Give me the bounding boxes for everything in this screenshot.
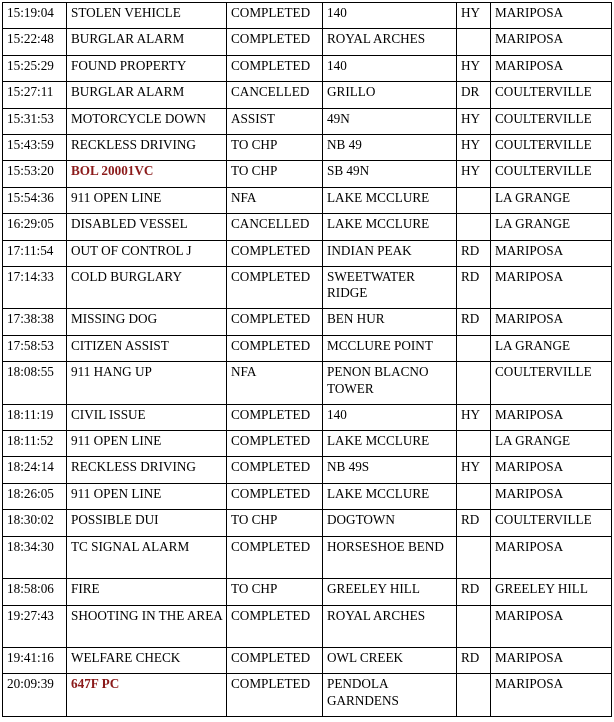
cell-location: LAKE MCCLURE <box>323 187 457 213</box>
cell-time: 18:08:55 <box>3 362 67 405</box>
cell-time: 15:31:53 <box>3 108 67 134</box>
cell-location: 140 <box>323 3 457 29</box>
cell-call-type: MISSING DOG <box>67 309 227 335</box>
table-row <box>3 240 612 266</box>
cell-time: 16:29:05 <box>3 214 67 240</box>
cell-area-code: RD <box>457 510 491 536</box>
cell-call-type: FOUND PROPERTY <box>67 55 227 81</box>
table-row <box>3 266 612 309</box>
cell-time: 15:25:29 <box>3 55 67 81</box>
cell-location: DOGTOWN <box>323 510 457 536</box>
cell-area-code: HY <box>457 457 491 483</box>
cell-time: 15:53:20 <box>3 161 67 187</box>
table-row <box>3 579 612 605</box>
cell-call-type: RECKLESS DRIVING <box>67 134 227 160</box>
cell-city: MARIPOSA <box>491 457 612 483</box>
cell-call-type: WELFARE CHECK <box>67 648 227 674</box>
cell-call-type: FIRE <box>67 579 227 605</box>
cell-disposition: NFA <box>227 362 323 405</box>
cell-city: COULTERVILLE <box>491 510 612 536</box>
table-row <box>3 134 612 160</box>
cell-disposition: COMPLETED <box>227 431 323 457</box>
cell-location: ROYAL ARCHES <box>323 605 457 648</box>
cell-location: LAKE MCCLURE <box>323 214 457 240</box>
table-row <box>3 457 612 483</box>
cell-call-type: 911 OPEN LINE <box>67 187 227 213</box>
table-row <box>3 404 612 430</box>
cell-city: MARIPOSA <box>491 648 612 674</box>
cell-location: 140 <box>323 55 457 81</box>
cell-disposition: COMPLETED <box>227 457 323 483</box>
cell-call-type: CITIZEN ASSIST <box>67 335 227 361</box>
cell-area-code: HY <box>457 3 491 29</box>
cell-location: 140 <box>323 404 457 430</box>
cell-area-code <box>457 335 491 361</box>
table-row <box>3 309 612 335</box>
cell-call-type: CIVIL ISSUE <box>67 404 227 430</box>
cell-location: 49N <box>323 108 457 134</box>
cell-location: LAKE MCCLURE <box>323 483 457 509</box>
cell-area-code <box>457 187 491 213</box>
cell-time: 15:43:59 <box>3 134 67 160</box>
table-row <box>3 510 612 536</box>
cell-location: BEN HUR <box>323 309 457 335</box>
cell-location: SWEETWATER RIDGE <box>323 266 457 309</box>
cell-area-code: HY <box>457 55 491 81</box>
cell-location: PENON BLACNO TOWER <box>323 362 457 405</box>
cell-disposition: CANCELLED <box>227 214 323 240</box>
cell-call-type: 911 HANG UP <box>67 362 227 405</box>
cell-location: ROYAL ARCHES <box>323 29 457 55</box>
cell-disposition: COMPLETED <box>227 605 323 648</box>
cell-time: 20:09:39 <box>3 674 67 717</box>
cell-area-code: RD <box>457 266 491 309</box>
cell-call-type: TC SIGNAL ALARM <box>67 536 227 579</box>
cell-disposition: COMPLETED <box>227 3 323 29</box>
cell-city: COULTERVILLE <box>491 161 612 187</box>
cell-area-code: RD <box>457 240 491 266</box>
cell-area-code <box>457 536 491 579</box>
cell-time: 15:27:11 <box>3 82 67 108</box>
cell-area-code <box>457 29 491 55</box>
cell-city: LA GRANGE <box>491 187 612 213</box>
cell-disposition: COMPLETED <box>227 309 323 335</box>
cell-location: LAKE MCCLURE <box>323 431 457 457</box>
cell-location: NB 49 <box>323 134 457 160</box>
cell-time: 18:11:52 <box>3 431 67 457</box>
cell-call-type: RECKLESS DRIVING <box>67 457 227 483</box>
cell-call-type: BURGLAR ALARM <box>67 82 227 108</box>
cell-city: LA GRANGE <box>491 335 612 361</box>
cell-call-type: STOLEN VEHICLE <box>67 3 227 29</box>
cell-disposition: COMPLETED <box>227 648 323 674</box>
table-row <box>3 82 612 108</box>
cell-area-code: RD <box>457 648 491 674</box>
cell-time: 18:30:02 <box>3 510 67 536</box>
cell-disposition: COMPLETED <box>227 335 323 361</box>
cell-area-code: HY <box>457 108 491 134</box>
cell-location: PENDOLA GARNDENS <box>323 674 457 717</box>
cell-city: MARIPOSA <box>491 240 612 266</box>
table-row <box>3 187 612 213</box>
cell-city: COULTERVILLE <box>491 362 612 405</box>
cell-area-code: RD <box>457 579 491 605</box>
cell-city: MARIPOSA <box>491 674 612 717</box>
cell-area-code <box>457 214 491 240</box>
cell-area-code <box>457 362 491 405</box>
cell-city: MARIPOSA <box>491 309 612 335</box>
cell-disposition: COMPLETED <box>227 240 323 266</box>
cell-location: MCCLURE POINT <box>323 335 457 361</box>
cell-area-code: RD <box>457 309 491 335</box>
table-row <box>3 431 612 457</box>
cell-city: LA GRANGE <box>491 431 612 457</box>
cell-disposition: COMPLETED <box>227 674 323 717</box>
cell-city: MARIPOSA <box>491 3 612 29</box>
table-row <box>3 648 612 674</box>
cell-time: 18:58:06 <box>3 579 67 605</box>
cell-location: OWL CREEK <box>323 648 457 674</box>
cell-area-code <box>457 431 491 457</box>
table-row <box>3 335 612 361</box>
cell-location: SB 49N <box>323 161 457 187</box>
cell-call-type: COLD BURGLARY <box>67 266 227 309</box>
table-row <box>3 536 612 579</box>
cell-call-type: DISABLED VESSEL <box>67 214 227 240</box>
cell-time: 18:34:30 <box>3 536 67 579</box>
cell-disposition: COMPLETED <box>227 29 323 55</box>
cell-disposition: CANCELLED <box>227 82 323 108</box>
call-log-table <box>2 2 612 717</box>
cell-city: MARIPOSA <box>491 55 612 81</box>
cell-city: COULTERVILLE <box>491 108 612 134</box>
table-row <box>3 674 612 717</box>
cell-location: GREELEY HILL <box>323 579 457 605</box>
cell-city: GREELEY HILL <box>491 579 612 605</box>
cell-call-type: 647F PC <box>67 674 227 717</box>
cell-time: 18:26:05 <box>3 483 67 509</box>
cell-time: 19:27:43 <box>3 605 67 648</box>
cell-time: 15:19:04 <box>3 3 67 29</box>
cell-disposition: COMPLETED <box>227 55 323 81</box>
table-row <box>3 3 612 29</box>
cell-call-type: POSSIBLE DUI <box>67 510 227 536</box>
cell-location: NB 49S <box>323 457 457 483</box>
cell-disposition: COMPLETED <box>227 266 323 309</box>
cell-call-type: OUT OF CONTROL J <box>67 240 227 266</box>
table-row <box>3 605 612 648</box>
cell-time: 18:11:19 <box>3 404 67 430</box>
cell-disposition: COMPLETED <box>227 483 323 509</box>
cell-disposition: TO CHP <box>227 161 323 187</box>
table-row <box>3 362 612 405</box>
table-row <box>3 29 612 55</box>
cell-call-type: BURGLAR ALARM <box>67 29 227 55</box>
table-row <box>3 483 612 509</box>
cell-location: INDIAN PEAK <box>323 240 457 266</box>
cell-city: MARIPOSA <box>491 29 612 55</box>
cell-disposition: TO CHP <box>227 510 323 536</box>
cell-area-code <box>457 605 491 648</box>
cell-location: GRILLO <box>323 82 457 108</box>
cell-time: 17:38:38 <box>3 309 67 335</box>
cell-disposition: TO CHP <box>227 134 323 160</box>
cell-time: 17:11:54 <box>3 240 67 266</box>
cell-disposition: COMPLETED <box>227 404 323 430</box>
cell-disposition: NFA <box>227 187 323 213</box>
cell-time: 19:41:16 <box>3 648 67 674</box>
cell-city: MARIPOSA <box>491 536 612 579</box>
table-row <box>3 161 612 187</box>
table-row <box>3 214 612 240</box>
call-log-body <box>3 3 612 717</box>
cell-area-code: HY <box>457 404 491 430</box>
cell-time: 15:54:36 <box>3 187 67 213</box>
cell-call-type: 911 OPEN LINE <box>67 483 227 509</box>
cell-location: HORSESHOE BEND <box>323 536 457 579</box>
cell-city: MARIPOSA <box>491 266 612 309</box>
cell-area-code: HY <box>457 161 491 187</box>
cell-call-type: 911 OPEN LINE <box>67 431 227 457</box>
table-row <box>3 108 612 134</box>
cell-call-type: BOL 20001VC <box>67 161 227 187</box>
cell-city: MARIPOSA <box>491 483 612 509</box>
table-row <box>3 55 612 81</box>
cell-time: 18:24:14 <box>3 457 67 483</box>
cell-area-code <box>457 483 491 509</box>
cell-time: 17:58:53 <box>3 335 67 361</box>
cell-city: COULTERVILLE <box>491 134 612 160</box>
cell-disposition: TO CHP <box>227 579 323 605</box>
cell-city: COULTERVILLE <box>491 82 612 108</box>
cell-disposition: ASSIST <box>227 108 323 134</box>
cell-call-type: MOTORCYCLE DOWN <box>67 108 227 134</box>
cell-area-code: HY <box>457 134 491 160</box>
cell-call-type: SHOOTING IN THE AREA <box>67 605 227 648</box>
cell-time: 15:22:48 <box>3 29 67 55</box>
cell-time: 17:14:33 <box>3 266 67 309</box>
cell-city: MARIPOSA <box>491 605 612 648</box>
cell-area-code <box>457 674 491 717</box>
cell-area-code: DR <box>457 82 491 108</box>
cell-disposition: COMPLETED <box>227 536 323 579</box>
cell-city: LA GRANGE <box>491 214 612 240</box>
cell-city: MARIPOSA <box>491 404 612 430</box>
